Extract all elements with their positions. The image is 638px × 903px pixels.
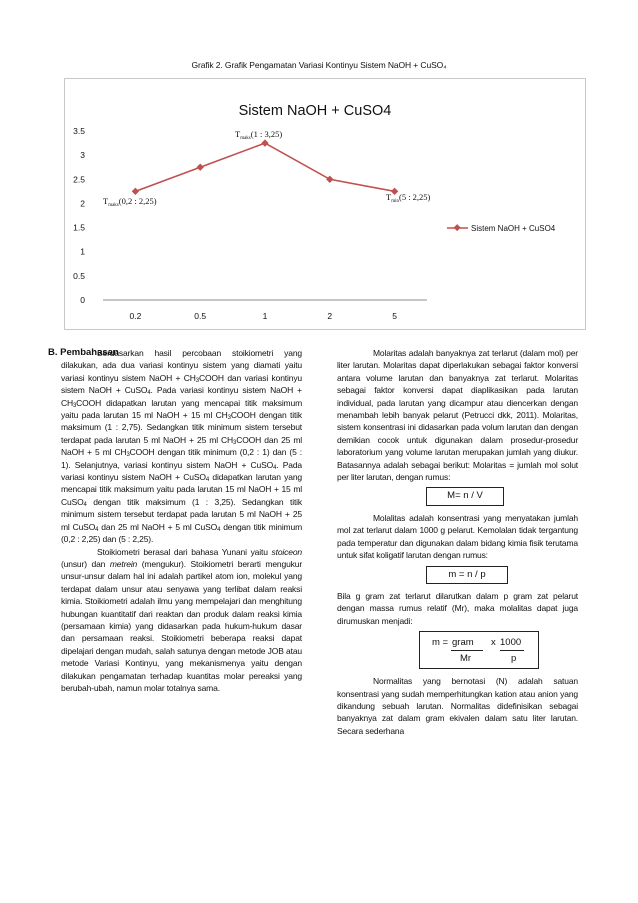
data-point: [326, 176, 333, 183]
formula-molalitas: m = n / p: [426, 566, 508, 584]
annotation-tmaks-top: [235, 129, 282, 141]
text-run: 4: [83, 501, 87, 508]
text-run: 3: [126, 452, 130, 459]
formula-times: x: [491, 637, 496, 649]
fraction-bar: [500, 650, 524, 651]
data-point: [261, 139, 268, 146]
legend-label: Sistem NaOH + CuSO4: [471, 224, 556, 233]
y-tick-label: 0.5: [73, 270, 85, 281]
y-tick-label: 3: [80, 150, 85, 161]
y-tick-label: 2.5: [73, 174, 85, 185]
fraction-bar: [451, 650, 483, 651]
text-run: COOH dengan titik minimum (0,2 : 1) dan (5 : 1). Selanjutnya, variasi kontinyu sistem NaOH + CuSO: [61, 447, 302, 470]
text-run: Berdasarkan hasil percobaan stoikiometri yang dilakukan, ada dua variasi kontinyu sistem yang diamati yaitu variasi kontinyu sistem NaOH + CH: [61, 348, 302, 383]
formula-molaritas: M= n / V: [426, 487, 504, 505]
text-run: dengan titik minimum (0,2 : 2,25) dan (5 : 2,25).: [61, 521, 302, 545]
text-run: dan 25 ml NaOH + 5 ml CuSO: [98, 521, 218, 532]
section-heading: B. Pembahasan: [48, 347, 119, 358]
text-run: 4: [273, 464, 277, 471]
annotation-sub: maks: [108, 203, 119, 208]
paragraph-molalitas: Molalitas adalah konsentrasi yang menyatakan jumlah mol zat terlarut dalam 1000 g pelarut. Kemolalan tidak tergantung pada temperatur dan digunakan dalam bidang kimia fisik terutama untuk sifat koligatif larutan dengan rumus:: [337, 512, 578, 561]
paragraph-variasi-kontinyu: [61, 347, 302, 546]
text-run: 3: [72, 402, 77, 409]
formula-denominator-p: p: [511, 653, 517, 665]
text-run: stoiceon: [271, 546, 302, 557]
text-run: . Pada variasi kontinyu sistem NaOH + CH: [61, 385, 302, 408]
annotation-tail: (5 : 2,25): [398, 192, 431, 202]
text-run: dengan titik maksimum (1 : 3,25). Sedangkan titik minimum sistem tersebut terdapat pada larutan 5 ml NaOH + 25 ml CuSO: [61, 496, 302, 532]
text-run: COOH dengan titik maksimum (1 : 2,75). Sedangkan titik minimum sistem tersebut terdapat pada larutan 5 ml NaOH + 25 ml CH: [61, 410, 303, 445]
text-run: 3: [195, 377, 199, 384]
text-run: metrein: [109, 558, 138, 569]
y-tick-label: 2: [80, 198, 85, 209]
text-run: 3: [227, 415, 231, 422]
formula-lhs: m =: [432, 637, 449, 649]
left-column: [61, 347, 302, 694]
text-run: didapatkan larutan yang mencapai titik maksimum yaitu pada larutan 15 ml NaOH + 15 ml CuSO: [61, 472, 302, 507]
legend: [447, 224, 556, 233]
paragraph-molaritas: Molaritas adalah banyaknya zat terlarut (dalam mol) per liter larutan. Molaritas dapat diperlakukan sebagai faktor konversi antara volume larutan dan banyaknya zat terlarut. Molaritas sebagai faktor konversi dapat diaplikasikan pada larutan individual, pada larutan yang dicampur atau diencerkan dengan menambah lebih banyak pelarut (Petrucci dkk, 2011). Molaritas, sistem konsentrasi ini didasarkan pada volum larutan dan dengan demikian cocok untuk digunakan dalam prosedur-prosedur laboratorium yang volume larutan merupakan jumlah yang diukur. Batasannya adalah sebagai berikut: Molaritas = jumlah mol solut per liter larutan, dengan rumus:: [337, 348, 578, 483]
y-tick-label: 3.5: [73, 126, 85, 136]
annotation-tmaks-left: [103, 196, 157, 208]
text-run: 4: [205, 477, 210, 484]
formula-molalitas-gram: [419, 631, 539, 669]
x-tick-label: 5: [392, 311, 397, 321]
text-run: COOH dan variasi kontinyu sistem NaOH + CuSO: [61, 372, 302, 396]
right-column: [337, 347, 578, 737]
text-run: COOH didapatkan larutan yang mencapai titik maksimum yaitu pada larutan 15 ml NaOH + 15 ml CH: [61, 397, 302, 421]
line-chart: [64, 78, 586, 330]
data-point: [391, 188, 398, 195]
annotation-tmin-right: [386, 192, 431, 204]
text-run: . Pada variasi kontinyu sistem NaOH + CuSO: [61, 459, 302, 483]
x-tick-label: 2: [327, 311, 333, 321]
y-tick-label: 0: [80, 295, 85, 305]
x-tick-label: 1: [262, 311, 268, 321]
paragraph-stoikiometri: [61, 546, 302, 695]
annotation-main: T: [103, 196, 109, 206]
text-run: (mengukur). Stoikiometri berarti mengukur unsur-unsur dalam hal ini adalah partikel atom ion, molekul yang terdapat dalam unsur atau senyawa yang terlibat dalam reaksi kimia. Stoikiometri adalah ilmu yang mempelajari dan menghitung hubungan kuantitatif dari reaktan dan produk dalam reaksi kimia (persamaan kimia) yang didasarkan pada hukum-hukum dasar dan persamaan reaksi. Stoikiometri beberapa reaksi dapat dipelajari dengan mudah, salah satunya dengan metode JOB atau metode Variasi Kontinyu, yang mekanismenya yaitu dengan dilakukan pengamatan terhadap kuantitas molar pereaksi yang berubah-ubah, namun molar totalnya sama.: [61, 558, 303, 693]
chart-title: Sistem NaOH + CuSO4: [238, 103, 392, 119]
paragraph-molalitas-mr: Bila g gram zat terlarut dilarutkan dalam p gram zat pelarut dengan massa rumus relatif (Mr), maka molalitas dapat juga dirumuskan menjadi:: [337, 590, 578, 626]
annotation-main: T: [386, 192, 392, 202]
chart-canvas: [65, 79, 585, 329]
annotation-sub: maks: [240, 136, 251, 141]
paragraph-normalitas: Normalitas yang bernotasi (N) adalah satuan konsentrasi yang sudah memperhitungkan kation atau anion yang dikandung sebuah larutan. Normalitas didefinisikan sebagai banyaknya zat dalam gram ekivalen dalam satu liter larutan. Secara sederhana: [337, 676, 578, 736]
text-run: 4: [217, 526, 221, 533]
legend-marker: [454, 224, 461, 231]
text-run: COOH dan 25 ml NaOH + 5 ml CH: [61, 434, 302, 458]
formula-numerator-1000: 1000: [500, 637, 522, 649]
text-run: 4: [147, 390, 151, 397]
text-run: Stoikiometri berasal dari bahasa Yunani yaitu: [97, 546, 272, 557]
x-tick-label: 0.2: [129, 311, 142, 321]
y-tick-label: 1.5: [73, 222, 85, 233]
formula-numerator-gram: gram: [452, 637, 474, 649]
series-line: [135, 143, 394, 191]
text-run: 4: [95, 526, 99, 533]
figure-caption: Grafik 2. Grafik Pengamatan Variasi Kontinyu Sistem NaOH + CuSO₄: [191, 60, 447, 70]
formula-denominator-mr: Mr: [460, 653, 472, 665]
y-tick-label: 1: [80, 246, 85, 257]
x-tick-label: 0.5: [194, 311, 207, 321]
annotation-tail: (1 : 3,25): [250, 129, 283, 139]
annotation-tail: (0,2 : 2,25): [118, 196, 157, 206]
text-run: 3: [233, 439, 237, 446]
text-run: (unsur) dan: [61, 558, 110, 569]
data-point: [197, 164, 204, 171]
data-point: [132, 188, 139, 195]
annotation-sub: min: [391, 199, 399, 204]
annotation-main: T: [235, 129, 241, 139]
